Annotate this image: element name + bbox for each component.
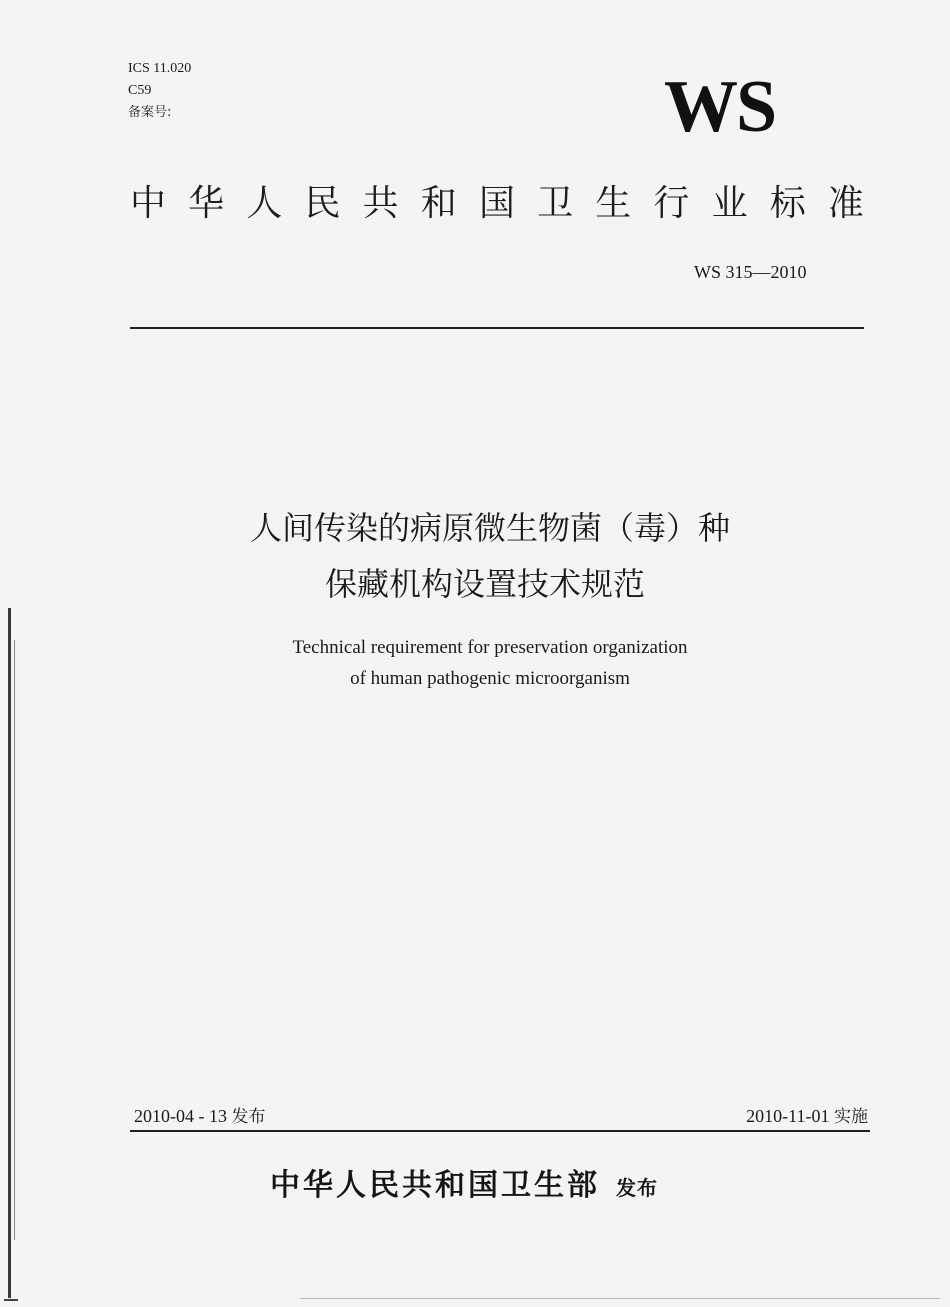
english-title — [0, 632, 950, 694]
category-char: 和 — [420, 183, 457, 224]
scan-corner-mark — [4, 1299, 18, 1301]
standard-category — [130, 182, 864, 226]
bottom-divider — [130, 1130, 870, 1132]
top-divider — [130, 327, 864, 329]
effective-date-label: 实施 — [834, 1107, 868, 1127]
ccs-code: C59 — [128, 83, 152, 98]
category-char: 业 — [711, 183, 748, 224]
english-title-line-1: Technical requirement for preservation organization — [292, 637, 688, 658]
publisher-suffix: 发布 — [616, 1176, 658, 1200]
chinese-title — [0, 500, 950, 612]
issue-date-label: 发布 — [231, 1107, 266, 1127]
chinese-title-line-1: 人间传染的病原微生物菌（毒）种 — [249, 509, 730, 547]
classification-block — [128, 58, 191, 124]
category-char: 卫 — [537, 183, 574, 224]
chinese-title-line-2: 保藏机构设置技术规范 — [324, 565, 645, 603]
category-char: 标 — [769, 183, 806, 224]
effective-date-value: 2010-11-01 — [746, 1106, 830, 1126]
category-char: 华 — [188, 183, 225, 224]
category-char: 准 — [827, 183, 864, 224]
category-char: 国 — [478, 183, 515, 224]
effective-date — [746, 1102, 868, 1127]
english-title-line-2: of human pathogenic microorganism — [350, 668, 630, 689]
category-char: 行 — [653, 183, 690, 224]
issue-date-value: 2010-04 - 13 — [134, 1106, 227, 1126]
category-char: 人 — [246, 183, 283, 224]
category-char: 民 — [304, 183, 341, 224]
scan-binding-shadow — [14, 640, 15, 1240]
issue-date — [134, 1102, 266, 1127]
record-number-label: 备案号: — [128, 105, 172, 120]
ics-code: ICS 11.020 — [128, 61, 192, 76]
category-char: 生 — [595, 183, 632, 224]
category-char: 中 — [130, 183, 167, 224]
publisher — [270, 1160, 658, 1204]
scan-binding-edge — [8, 608, 11, 1298]
category-char: 共 — [362, 183, 399, 224]
scan-bottom-edge — [300, 1298, 940, 1299]
publisher-name: 中华人民共和国卫生部 — [270, 1168, 600, 1203]
standard-number: WS 315—2010 — [694, 262, 807, 282]
ws-logo: WS — [664, 66, 776, 148]
